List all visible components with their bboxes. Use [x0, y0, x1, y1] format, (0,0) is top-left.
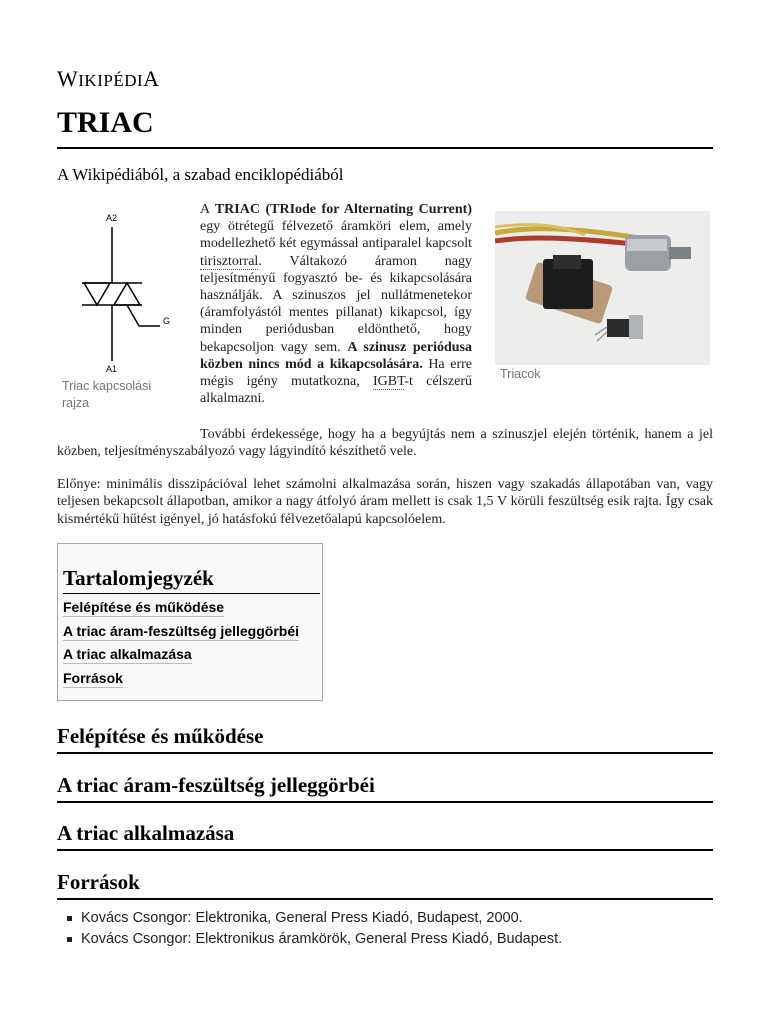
triac-photo-image: [495, 211, 710, 365]
toc-item-alkalmazasa[interactable]: A triac alkalmazása: [63, 646, 192, 662]
logo-letters: IKIPÉDI: [78, 71, 144, 90]
intro-text: A: [200, 202, 215, 217]
toc-item-jelleggorbei[interactable]: A triac áram-feszültség jelleggörbéi: [63, 622, 299, 639]
toc-item-forrasok[interactable]: Források: [63, 669, 123, 686]
label-a2: A2: [106, 213, 118, 223]
photo-figure[interactable]: [495, 211, 710, 381]
reference-text: Kovács Csongor: Elektronika, General Press Kiadó, Budapest, 2000.: [81, 910, 523, 926]
label-g: G: [163, 316, 171, 326]
intro-text: . Váltakozó áramon nagy teljesítményű fogyasztó be- és kikapcsolására használják. A szinuszos jel nullátmenetekor (áramfolyástól mentes pillanat) kikapcsol, így minden periódusban eldönthető, hogy bekapcsoljon vagy sem.: [200, 253, 472, 355]
igbt-link[interactable]: IGBT: [372, 374, 405, 390]
schematic-figure[interactable]: [57, 205, 187, 410]
section-heading-forrasok: Források: [57, 869, 713, 900]
list-item: [57, 908, 713, 929]
triac-schematic-image: [57, 205, 187, 375]
toc-title: Tartalomjegyzék: [63, 566, 320, 594]
wikipedia-logo[interactable]: [57, 66, 160, 92]
bullet-icon: [67, 937, 72, 942]
schematic-caption: Triac kapcsolási rajza: [62, 379, 152, 410]
page-title: TRIAC: [57, 104, 713, 149]
section-heading-alkalmazasa: A triac alkalmazása: [57, 820, 713, 851]
tirisztor-link[interactable]: tirisztorral: [200, 253, 259, 269]
toc-item-felepitese[interactable]: Felépítése és működése: [63, 599, 225, 615]
table-of-contents: [57, 543, 323, 701]
intro-bold-sentence: A szinusz periódusa közben nincs mód a kikapcsolására.: [200, 339, 473, 372]
bullet-icon: [67, 916, 72, 921]
tagline: A Wikipédiából, a szabad enciklopédiából: [57, 165, 344, 184]
logo-letter-last: A: [143, 66, 160, 91]
photo-caption: Triacok: [500, 367, 541, 381]
section-heading-jelleggorbei: A triac áram-feszültség jelleggörbéi: [57, 772, 713, 803]
references-list: [57, 908, 713, 950]
paragraph-2: További érdekessége, hogy ha a begyújtás nem a szinuszjel elején történik, hanem a jel közben, teljesítményszabályozó vagy lágyindító készíthető vele.: [57, 427, 713, 460]
label-a1: A1: [106, 364, 118, 374]
intro-text: -t célszerű alkalmazni.: [200, 374, 472, 407]
paragraph-3: Előnye: minimális disszipációval lehet számolni alkalmazása során, hiszen vagy szakadás állapotában van, vagy teljesen bekapcsolt állapotban, amikor a nagy átfolyó áram mellett is csak 1,5 V körüli feszültség esik rajta. Így csak kismértékű hűtést igényel, jó hatásfokú félvezetőalapú kapcsolóelem.: [57, 477, 713, 527]
logo-letter: W: [57, 66, 79, 91]
intro-bold-term: TRIAC (TRIode for Alternating Current): [214, 202, 472, 217]
section-heading-felepitese: Felépítése és működése: [57, 723, 713, 754]
list-item: [57, 929, 713, 950]
intro-text: egy ötrétegű félvezető áramköri elem, amely modellezhető két egymással antiparalel kapcsolt: [200, 219, 472, 252]
intro-paragraph: [200, 201, 472, 407]
intro-text: Ha erre mégis igény mutatkozna,: [200, 356, 472, 390]
reference-text: Kovács Csongor: Elektronikus áramkörök, General Press Kiadó, Budapest.: [81, 931, 563, 947]
